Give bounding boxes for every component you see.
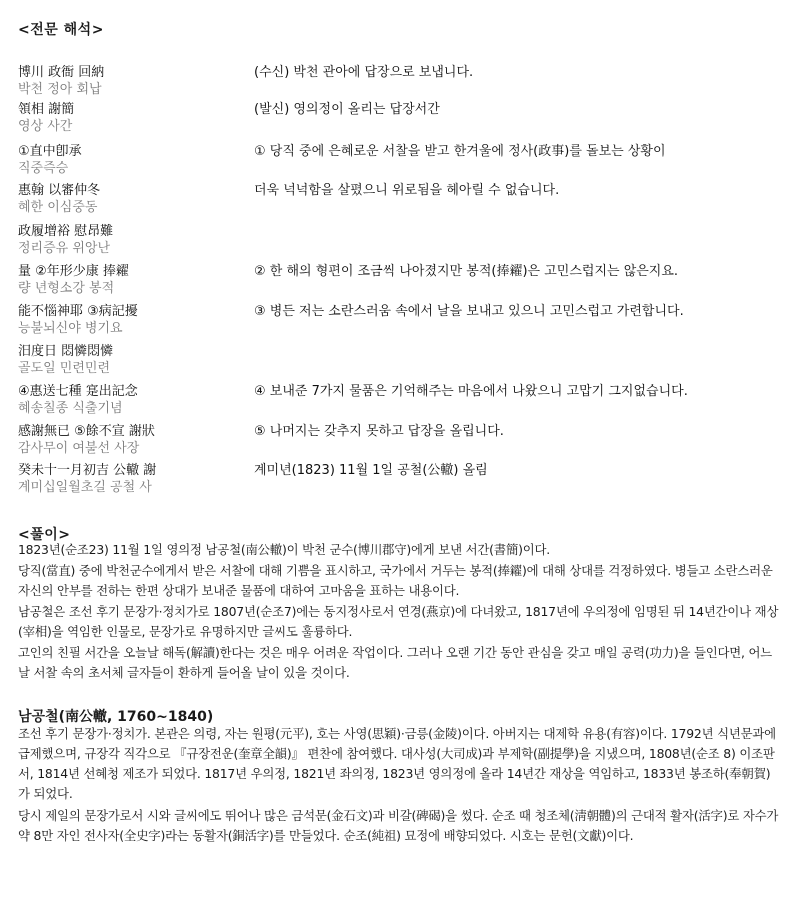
letter-line-row xyxy=(18,303,788,337)
korean-translation: ② 한 해의 형편이 조금씩 나아졌지만 봉적(捧糴)은 고민스럽지는 않은지요. xyxy=(254,264,679,279)
original-hanja: 感謝無已 ⑤餘不宣 謝狀 xyxy=(18,424,155,439)
letter-line-row xyxy=(18,423,788,457)
korean-translation: (발신) 영의정이 올리는 답장서간 xyxy=(254,102,440,117)
hangul-reading: 감사무이 여불선 사장 xyxy=(18,441,140,456)
commentary-paragraph: 1823년(순조23) 11월 1일 영의정 남공철(南公轍)이 박천 군수(博川郡守)에게 보낸 서간(書簡)이다. xyxy=(18,542,551,557)
hangul-reading: 량 년형소강 봉적 xyxy=(18,281,115,296)
korean-translation: ⑤ 나머지는 갖추지 못하고 답장을 올립니다. xyxy=(254,424,504,439)
hangul-reading: 직중즉승 xyxy=(18,161,69,176)
original-hanja: 能不惱神耶 ③病記擾 xyxy=(18,304,138,319)
commentary-paragraph: 당직(當直) 중에 박천군수에게서 받은 서찰에 대해 기쁨을 표시하고, 국가에서 거두는 봉적(捧糴)에 대해 상대를 걱정하였다. 병들고 소란스러운 자신의 안부를 전하는 한편 상대가 보내준 물품에 대하여 고마움을 표하는 내용이다. xyxy=(18,563,773,598)
original-hanja: 惠翰 以審仲冬 xyxy=(18,183,101,198)
letter-line-row xyxy=(18,462,788,496)
hangul-reading: 박천 정아 회납 xyxy=(18,82,102,97)
korean-translation: ④ 보내준 7가지 물품은 기억해주는 마음에서 나왔으니 고맙기 그지없습니다. xyxy=(254,384,688,399)
original-hanja: 領相 謝簡 xyxy=(18,102,75,117)
author-section-title: 남공철(南公轍, 1760~1840) xyxy=(18,709,214,725)
translation-section-title: <전문 해석> xyxy=(18,22,104,38)
hangul-reading: 영상 사간 xyxy=(18,119,73,134)
hangul-reading: 능불뇌신야 병기요 xyxy=(18,321,123,336)
korean-translation: 더욱 넉넉함을 살폈으니 위로됨을 헤아릴 수 없습니다. xyxy=(254,183,560,198)
korean-translation: ① 당직 중에 은혜로운 서찰을 받고 한겨울에 정사(政事)를 돌보는 상황이 xyxy=(254,144,666,159)
korean-translation: (수신) 박천 관아에 답장으로 보냅니다. xyxy=(254,65,474,80)
commentary-paragraph: 남공철은 조선 후기 문장가·정치가로 1807년(순조7)에는 동지정사로서 연경(燕京)에 다녀왔고, 1817년에 우의정에 임명된 뒤 14년간이나 재상(宰相)을 역임한 인물로, 문장가로 유명하지만 글씨도 훌륭하다. xyxy=(18,604,779,639)
original-hanja: ④惠送七種 寔出記念 xyxy=(18,384,138,399)
author-biography-paragraph: 조선 후기 문장가·정치가. 본관은 의령, 자는 원평(元平), 호는 사영(思穎)·금릉(金陵)이다. 아버지는 대제학 유용(有容)이다. 1792년 식년문과에 급제했으며, 규장각 직각으로 『규장전운(奎章全韻)』 편찬에 참여했다. 대사성(大司成)과 부제학(副提學)을 지냈으며, 1808년(순조 8) 이조판서, 1814년 선혜청 제조가 되었다. 1817년 우의정, 1821년 좌의정, 1823년 영의정에 올라 14년간 재상을 역임하고, 1833년 봉조하(奉朝賀)가 되었다. xyxy=(18,726,776,801)
korean-translation: ③ 병든 저는 소란스러움 속에서 날을 보내고 있으니 고민스럽고 가련합니다. xyxy=(254,304,684,319)
original-hanja: 政履增裕 慰昂難 xyxy=(18,224,114,239)
letter-line-row xyxy=(18,343,788,377)
commentary-paragraph: 고인의 친필 서간을 오늘날 해독(解讀)한다는 것은 매우 어려운 작업이다. 그러나 오랜 기간 동안 관심을 갖고 매일 공력(功力)을 들인다면, 어느 날 서찰 속의 초서체 글자들이 환하게 들어올 날이 있을 것이다. xyxy=(18,645,773,680)
hangul-reading: 혜한 이심중동 xyxy=(18,200,98,215)
letter-line-row xyxy=(18,383,788,417)
korean-translation: 계미년(1823) 11월 1일 공철(公轍) 올림 xyxy=(254,463,488,478)
hangul-reading: 계미십일월초길 공철 사 xyxy=(18,480,152,495)
commentary-section-title: <풀이> xyxy=(18,527,71,543)
letter-line-row xyxy=(18,64,788,98)
letter-line-row xyxy=(18,143,788,177)
original-hanja: 癸未十一月初吉 公轍 謝 xyxy=(18,463,157,478)
letter-line-row xyxy=(18,182,788,216)
original-hanja: 汨度日 悶憐悶憐 xyxy=(18,344,114,359)
letter-line-row xyxy=(18,223,788,257)
original-hanja: 博川 政衙 回納 xyxy=(18,65,105,80)
hangul-reading: 정리증유 위앙난 xyxy=(18,241,111,256)
letter-line-row xyxy=(18,101,788,135)
letter-line-row xyxy=(18,263,788,297)
original-hanja: ①直中卽承 xyxy=(18,144,82,159)
hangul-reading: 골도일 민련민련 xyxy=(18,361,111,376)
original-hanja: 量 ②年形少康 捧糴 xyxy=(18,264,129,279)
author-biography-paragraph: 당시 제일의 문장가로서 시와 글씨에도 뛰어나 많은 금석문(金石文)과 비갈(碑碣)을 썼다. 순조 때 청조체(淸朝體)의 근대적 활자(活字)로 자수가 약 8만 자인 전사자(全史字)라는 동활자(銅活字)를 만들었다. 순조(純祖) 묘정에 배향되었다. 시호는 문헌(文獻)이다. xyxy=(18,808,779,843)
hangul-reading: 혜송칠종 식출기념 xyxy=(18,401,123,416)
